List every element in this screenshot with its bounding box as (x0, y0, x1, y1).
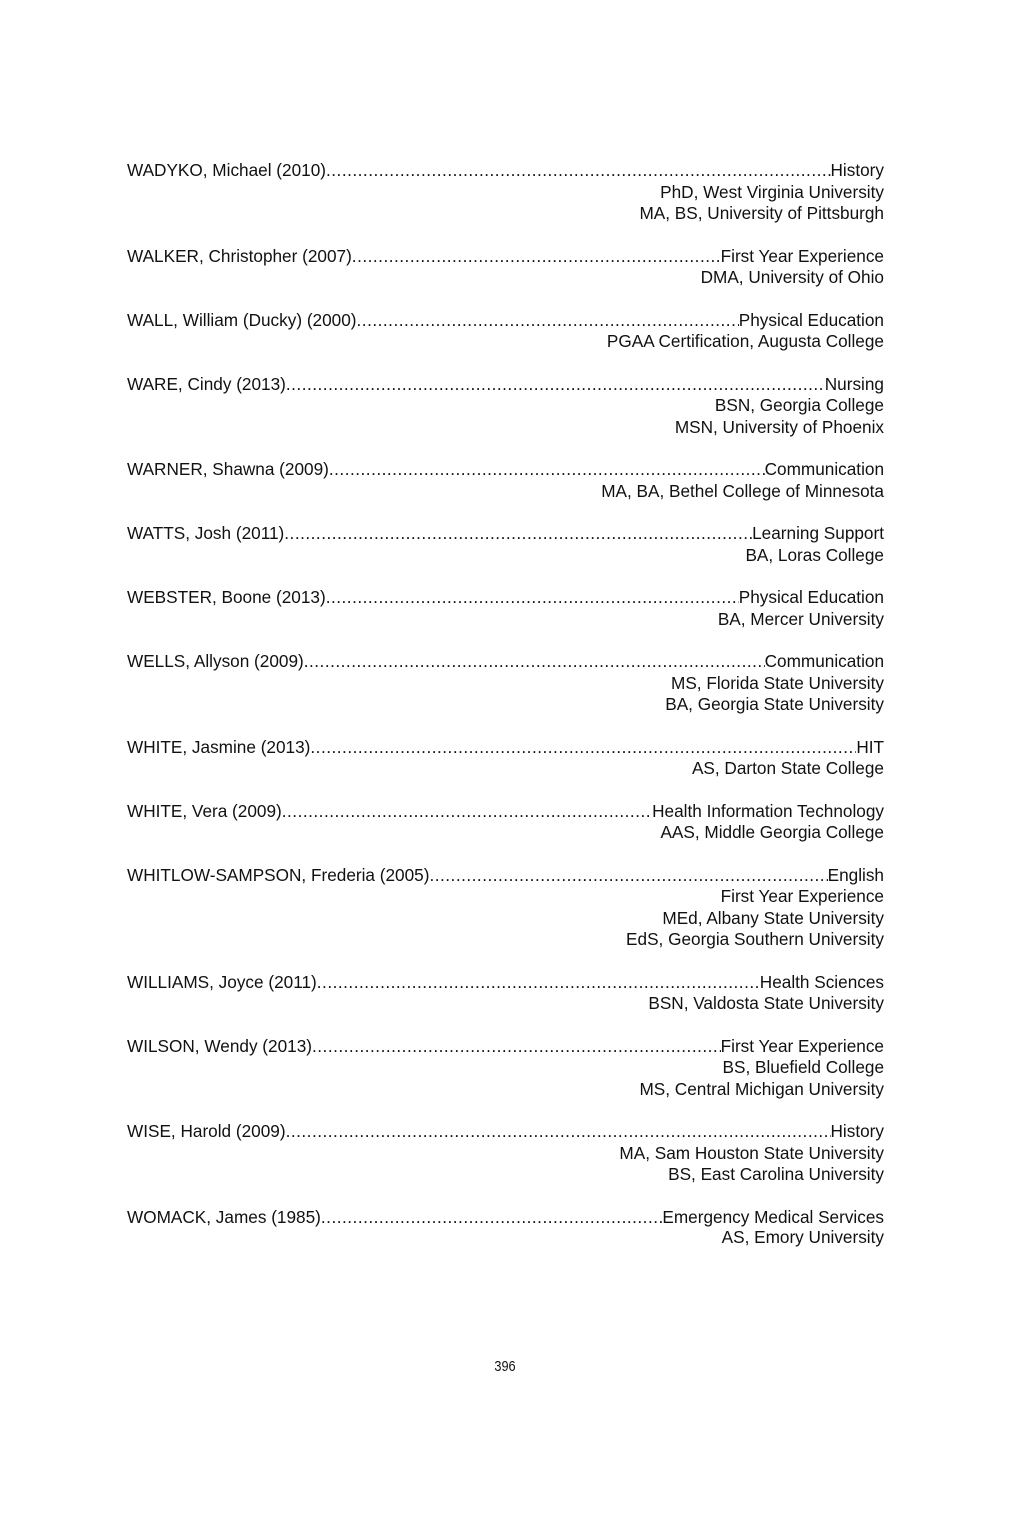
faculty-department: Nursing (824, 373, 884, 394)
faculty-department: Learning Support (752, 523, 884, 543)
dot-leader (317, 972, 760, 994)
faculty-department: HIT (856, 736, 884, 757)
faculty-department: First Year Experience (720, 1035, 884, 1056)
faculty-department: Health Sciences (759, 971, 884, 992)
faculty-department: Health Information Technology (652, 800, 884, 821)
faculty-name: WELLS, Allyson (2009) (127, 651, 304, 671)
entry-heading-line (127, 972, 884, 994)
dot-leader (282, 801, 652, 823)
faculty-entry (127, 737, 884, 780)
faculty-entry (127, 587, 884, 630)
entry-heading-line (127, 651, 884, 673)
faculty-name: WHITE, Vera (2009) (127, 800, 282, 821)
faculty-entry (127, 651, 884, 716)
faculty-department: History (830, 1121, 884, 1141)
faculty-degree: First Year Experience (720, 886, 884, 906)
faculty-directory-list (127, 160, 884, 1268)
entry-heading-line (127, 246, 884, 268)
faculty-degree: MEd, Albany State University (662, 907, 884, 928)
faculty-department: History (830, 160, 884, 180)
faculty-entry (127, 246, 884, 289)
dot-leader (286, 1121, 831, 1143)
faculty-entry (127, 801, 884, 844)
dot-leader (326, 160, 831, 182)
faculty-degree: AS, Emory University (721, 1227, 884, 1247)
dot-leader (286, 374, 825, 396)
faculty-degree: MS, Central Michigan University (639, 1078, 884, 1099)
dot-leader (357, 310, 739, 332)
faculty-department: Physical Education (738, 309, 884, 330)
faculty-degree: PhD, West Virginia University (660, 181, 884, 202)
entry-heading-line (127, 459, 884, 481)
faculty-entry (127, 310, 884, 353)
faculty-name: WHITE, Jasmine (2013) (127, 736, 311, 757)
entry-heading-line (127, 587, 884, 609)
entry-heading-line (127, 801, 884, 823)
faculty-department: Physical Education (738, 587, 884, 607)
faculty-entry (127, 523, 884, 566)
faculty-name: WALKER, Christopher (2007) (127, 245, 352, 266)
faculty-degree: BSN, Georgia College (714, 395, 884, 415)
dot-leader (284, 523, 752, 545)
faculty-name: WHITLOW-SAMPSON, Frederia (2005) (127, 864, 430, 885)
entry-heading-line (127, 160, 884, 182)
dot-leader (312, 1036, 721, 1058)
faculty-name: WATTS, Josh (2011) (127, 523, 285, 543)
entry-heading-line (127, 1036, 884, 1058)
entry-heading-line (127, 523, 884, 545)
faculty-degree: MA, Sam Houston State University (619, 1142, 884, 1163)
faculty-entry (127, 972, 884, 1015)
faculty-degree: MS, Florida State University (671, 672, 884, 693)
faculty-degree: BA, Mercer University (717, 608, 884, 629)
faculty-degree: MA, BA, Bethel College of Minnesota (601, 480, 884, 501)
faculty-department: Communication (764, 651, 884, 671)
faculty-entry (127, 459, 884, 502)
faculty-name: WILSON, Wendy (2013) (127, 1035, 312, 1056)
faculty-name: WARNER, Shawna (2009) (127, 459, 329, 479)
dot-leader (329, 459, 765, 481)
dot-leader (321, 1207, 663, 1229)
faculty-degree: BSN, Valdosta State University (648, 993, 884, 1013)
faculty-degree: MA, BS, University of Pittsburgh (639, 203, 884, 223)
faculty-department: Communication (764, 459, 884, 479)
faculty-department: English (827, 864, 884, 885)
faculty-degree: PGAA Certification, Augusta College (606, 331, 884, 351)
faculty-degree: DMA, University of Ohio (700, 267, 884, 287)
faculty-department: First Year Experience (720, 245, 884, 266)
faculty-name: WISE, Harold (2009) (127, 1121, 286, 1141)
entry-heading-line (127, 310, 884, 332)
dot-leader (326, 587, 739, 609)
faculty-name: WEBSTER, Boone (2013) (127, 587, 326, 607)
faculty-name: WADYKO, Michael (2010) (127, 160, 326, 180)
entry-heading-line (127, 1207, 884, 1229)
faculty-entry (127, 374, 884, 439)
entry-heading-line (127, 374, 884, 396)
dot-leader (429, 865, 827, 887)
entry-heading-line (127, 865, 884, 887)
faculty-degree: AAS, Middle Georgia College (660, 822, 884, 842)
faculty-name: WILLIAMS, Joyce (2011) (127, 971, 317, 992)
dot-leader (352, 246, 721, 268)
faculty-name: WARE, Cindy (2013) (127, 373, 286, 394)
faculty-entry (127, 865, 884, 951)
faculty-name: WALL, William (Ducky) (2000) (127, 309, 357, 330)
faculty-entry (127, 1036, 884, 1101)
entry-heading-line (127, 737, 884, 759)
faculty-name: WOMACK, James (1985) (127, 1206, 321, 1227)
faculty-degree: BA, Loras College (745, 544, 884, 565)
faculty-degree: BA, Georgia State University (665, 694, 884, 714)
dot-leader (310, 737, 856, 759)
entry-heading-line (127, 1121, 884, 1143)
faculty-degree: BS, Bluefield College (722, 1057, 884, 1077)
dot-leader (304, 651, 765, 673)
faculty-degree: BS, East Carolina University (668, 1164, 884, 1184)
faculty-degree: MSN, University of Phoenix (674, 416, 884, 437)
faculty-entry (127, 1207, 884, 1248)
page-number: 396 (494, 1358, 516, 1375)
faculty-degree: EdS, Georgia Southern University (626, 929, 884, 949)
faculty-department: Emergency Medical Services (662, 1206, 884, 1227)
faculty-degree: AS, Darton State College (691, 758, 884, 778)
faculty-entry (127, 1121, 884, 1186)
faculty-entry (127, 160, 884, 225)
